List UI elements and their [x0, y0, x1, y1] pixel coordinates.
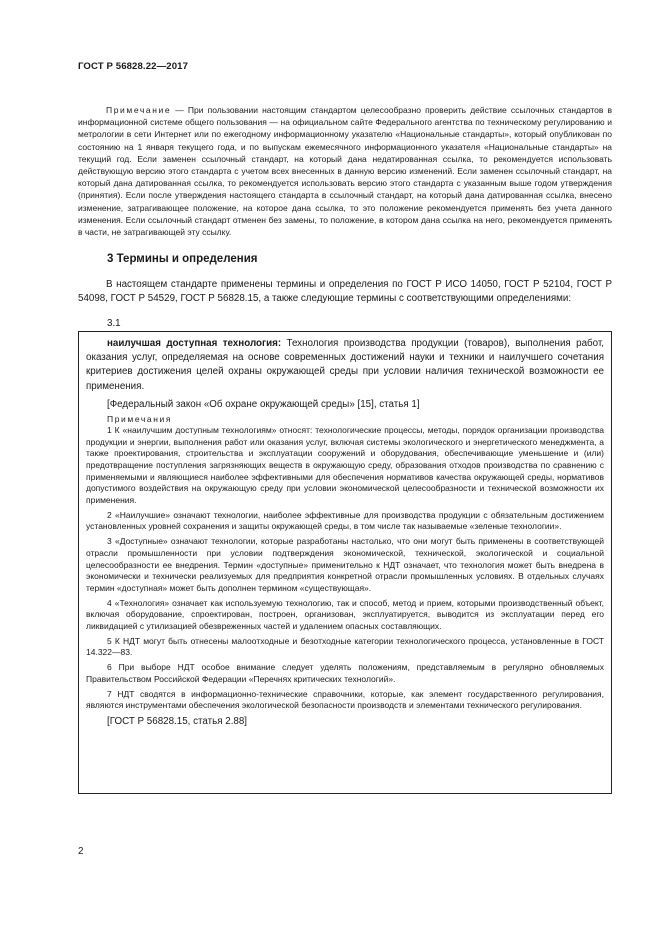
term-note: 4 «Технология» означает как используемую технологию, так и способ, метод и прием, которыми производственный объект, включая оборудование, спроектирован, построен, организован, эксплуатируется, выводится из эксплуатации перед его ликвидацией с утилизацией обезвреженных частей и удалением опасных составляющих. — [86, 597, 604, 632]
note-text: — При пользовании настоящим стандартом целесообразно проверить действие ссылочных стандартов в информационной системе общего пользования — на официальном сайте Федерального агентства по техническому регулированию и метрологии в сети Интернет или по ежегодному информационному указателю «Национальные стандарты», который опубликован по состоянию на 1 января текущего года, и по выпускам ежемесячного информационного указателя «Национальные стандарты» на текущий год. Если заменен ссылочный стандарт, на который дана недатированная ссылка, то рекомендуется использовать действующую версию этого стандарта с учетом всех внесенных в данную версию изменений. Если заменен ссылочный стандарт, на который дана датированная ссылка, то рекомендуется использовать версию этого стандарта с указанным выше годом утверждения (принятия). Если после утверждения настоящего стандарта в ссылочный стандарт, на который дана датированная ссылка, внесено изменение, затрагивающее положение, на которое дана ссылка, то это положение рекомендуется применять без учета данного изменения. Если ссылочный стандарт отменен без замены, то положение, в котором дана ссылка на него, рекомендуется применять в части, не затрагивающей эту ссылку. — [78, 105, 612, 238]
term-note: 2 «Наилучшие» означают технологии, наиболее эффективные для производства продукции с обязательным достижением установленных уровней сохранения и защиты окружающей среды, в том числе так называемые «зеленые технологии». — [86, 509, 604, 532]
term-definition-text: Технология производства продукции (товаров), выполнения работ, оказания услуг, определяемая на основе современных достижений науки и техники и наилучшего сочетания критериев достижения целей охраны окружающей среды при условии наличия технической возможности ее применения. — [86, 338, 604, 392]
section-title: 3 Термины и определения — [107, 253, 258, 265]
term-note: 6 При выборе НДТ особое внимание следует уделять положениям, представляемым в регулярно обновляемых Правительством Российской Федерации «Перечнях критических технологий». — [86, 662, 604, 684]
term-definition-box — [78, 331, 612, 794]
term-note: 7 НДТ сводятся в информационно-технические справочники, которые, как элемент государственного регулирования, являются инструментами обеспечения экологической безопасности производств и элементами технического регулирования. — [86, 688, 604, 711]
term-number: 3.1 — [107, 318, 121, 329]
term-source-gost: [ГОСТ Р 56828.15, статья 2.88] — [107, 715, 248, 727]
term-note: 1 К «наилучшим доступным технологиям» относят: технологические процессы, методы, порядок организации производства продукции и энергии, выполнения работ или оказания услуг, включая системы экологического и энергетического менеджмента, а также проектирования, строительства и эксплуатации сооружений и оборудования, обеспечивающие уменьшение и (или) предотвращение поступления загрязняющих веществ в окружающую среду, образования отходов производства по сравнению с применяемыми и являющиеся наиболее эффективными для обеспечения нормативов качества окружающей среды, нормативов допустимого воздействия на окружающую среду при условии экономической целесообразности и технической возможности их применения. — [86, 424, 604, 506]
note-label: Примечание — [106, 105, 172, 115]
notes-heading: Примечания — [107, 413, 173, 424]
term-definition — [86, 337, 604, 394]
term-note: 5 К НДТ могут быть отнесены малоотходные и безотходные категории технологического процесса, установленные в ГОСТ 14.322—83. — [86, 635, 604, 658]
page-number: 2 — [78, 846, 84, 857]
term-source: [Федеральный закон «Об охране окружающей среды» [15], статья 1] — [107, 398, 420, 410]
term-note: 3 «Доступные» означают технологии, которые разработаны настолько, что они могут быть применены в соответствующей отрасли промышленности при условии подтверждения экономической, технической, экологической и социальной целесообразности ее внедрения. Термин «доступные» применительно к НДТ означает, что технология может быть внедрена в экономически и технически реализуемых для предприятия конкретной отрасли промышленных условиях. В отдельных случаях термин «доступная» может быть дополнен термином «существующая». — [86, 536, 604, 593]
section-intro: В настоящем стандарте применены термины и определения по ГОСТ Р ИСО 14050, ГОСТ Р 52104, ГОСТ Р 54098, ГОСТ Р 54529, ГОСТ Р 56828.15, а также следующие термины с соответствующими определениями: — [78, 279, 612, 304]
term-name: наилучшая доступная технология: — [107, 338, 282, 349]
document-header: ГОСТ Р 56828.22—2017 — [78, 61, 189, 72]
reference-note — [78, 104, 612, 238]
